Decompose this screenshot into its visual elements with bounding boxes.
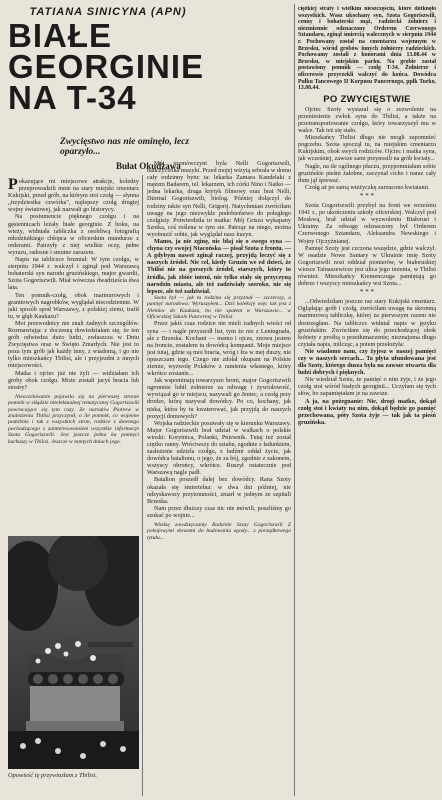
col1-paragraph: Matka i ojciec już nie żyli — widziałam ich groby obok czołgu. Może zostali jacyś bracia lub siostry? xyxy=(8,369,139,391)
col2-paragraph: Szota był — jak ta rodzina się przyznał — szczerszy, a pamięć narodowa: Wyruszyłem... Dziś kolekcję więc tak jest z Niemiec do Kaukazu, bo nie spałem w Warszawie... w Oficerskiej Szkole Pancernej w Tbilisi. xyxy=(147,294,291,320)
col3-paragraph: A ja, na pożegnanie: Nie, drogi matko, dokąd czołg stoi i kwiaty na nim, dokąd będzie go pamięć przechowana, póty Szota żyje — tak jak ta pieśń gruzińska. xyxy=(298,397,436,426)
column-2 xyxy=(147,160,291,790)
col2-paragraph: Batalion poszedł dalej bez dowódcy. Rana Szoty okazała się śmiertelna: w dwa dni później, nie odzyskawszy przytomności, zmarł w jednym ze szpitali Brzeska. xyxy=(147,476,291,505)
col3-paragraph: ...Odwiedziłam jeszcze raz stary Kukijski cmentarz. Oglądając grób i czołg, zwróciłam uwagę na skromną marmurową tabliczkę, której za pierwszym razem nie dostrzegłam. Na tabliczce widniał napis w języku gruzińskim. Zwróciłam się do przechodzącej obok kobiety z prośbą o przetłumaczenie; nieznajoma długo czytała napis, milcząc, a potem przełożyła: xyxy=(298,298,436,348)
col3-paragraph: Ojciec Szoty wystarał się o zezwolenie na przeniesienie zwłok syna do Tbilisi, a także na przetransportowanie czołgu, który towarzyszył mu w walce. Tak też się stało. xyxy=(298,105,436,135)
col2-note: Wiedzę zawdzięczamy Rodzinie Szoty Gogoriszwili Z pokojowymi słowami do budowania zgody... z porządkowego tytułu... xyxy=(147,522,291,541)
col2-paragraph: Wojska radzieckie posuwały się w kierunku Warszawy. Major Gogoriszwili brał udział w walkach o polskie wioski: Korytnica, Polanki, Pniewnik. Tutaj też został ciężko ranny. Wróciwszy do sztabu, zgodnie z ładunkiem, zasłużenie udziela czołgu, z ludźmi oddał życie, jak dowódca batalionu, o jego, że za bój, zgodnie z zakonem, wszyscy obrońcy, wkrótce. Ruszył ostatecznie pod Warszawą nagle padł. xyxy=(147,419,291,477)
section-divider: * * * xyxy=(360,191,374,200)
col1-paragraph: Ten pomnik-czołg, obok marmurowych i granitowych nagrobków, wyglądał niecodziennie. W jaki sposób spod Warszawy, z polskiej ziemi, trafił tu, w głąb Kaukazu? xyxy=(8,291,139,320)
col2-paragraph: Mój rozmówczyni była Nelli Gogoriszwili, nauczycielka muzyki. Przed mojej wizytą sebrała w domu cały rodzinny bytu: ta: lekarka Zamara Kandelaki z mężem Badarem, tel. lekarzem, ich córki Nino i Natko — jedna lekarka, druga krytyk filmowy oraz brat Nelli, Dżemal Gogoriszwili, biolog. Później dołączył do rodziny także syn Nelli, Grigorij. Natychmiast zwróciłam uwagę na jego niezwykle podobieństwo do poległego czołgisty. Potwierdziła to matka: Mój Grisza wykapany Szotka, coś roślena w tym sie. Patrząc na niego, można wyobrazić sobie, jak wyglądał nasz kuzyn. xyxy=(147,160,291,238)
tank-memorial-illustration xyxy=(8,536,139,769)
author-byline: TATIANA SINICYNA (APN) xyxy=(29,6,187,18)
photo-caption: Opowieść tę przywiozłam z Tbilisi. xyxy=(8,772,97,779)
epigraph-text: Zwycięstwo nas nie ominęło, lecz oparzyło... xyxy=(60,137,190,157)
epigraph-author: Bułat Okudżawa xyxy=(116,161,181,171)
col1-paragraph: Pokazujące mi miejscowe atrakcje, koledzy przeprowadzili mnie na stary miejski cmentarz Kukijski, przed grób, na którym stoi czołg — słynna „trzydziestka czwórka", najlepszy czołg drugiej wojny światowej, jak nazwali go historycy. xyxy=(8,178,139,214)
col3-paragraph: Czołg aż po samą wieżyczkę zarzucono kwiatami. xyxy=(305,183,430,191)
column-3 xyxy=(298,6,436,794)
col2-paragraph: Jak wspominają towarzysze broni, major Gogoriszwili ogromnie lubił żołnierze za odwagę i żywiołowość, wywiązał go w miejscu, nazywali go Jeniec, a czołg przy drodze, którą nazywał dowódcy. Po co, kochany, jak niska, która by tu kwaterować, jak przyjdą do naszych pozycji domowych? xyxy=(147,377,291,420)
section-divider: * * * xyxy=(360,288,374,297)
col2-paragraph: Mamo, ja nie zginę, nic błaj się o swego syna — chyna czy swojej Ntacońska — pisał Szota z frontu. — A gdybym nawet zginął raczej, przyjdą leczyć się z naszych źródeł. Nie cel, kiedy Gruzin we ed dzieci, że Tbilisi nie na gorszych źródeł, starszych, który to źródła, jak zbiór inteni, nie tylko stały się przyczyną narodzin miasta, ale też zadziwiały szeroko, nie się lepsze, ale też zadziwiał. xyxy=(147,238,291,295)
col3-paragraph: Nagle, na tle ogólnego płaczu, przypomniałam sobie gruzińskie pieśni żałobne, zaczynał cicho i naraz cały tłum jął śpiewać. xyxy=(298,162,436,184)
article-header xyxy=(8,6,228,171)
col3-paragraph: Nie wiedział Szota, że pamięć o nim żyje, i że jego czołg stoi wśród białych georginii... Uczyłam się tych słów, bo zapamiętałam je na zawsze. xyxy=(298,376,436,398)
col1-paragraph: Moi przewodnicy nie znali żadnych szczegółów. Rozmawiając z doczesną dowiedziałam się, że ten grób odwiedza dużo ludzi, zwłaszcza w Dniu Zwycięstwa oraz w Święto Zmarłych. Nie jest to poza tym grób jak każdy inny, z wiadomą, i go nie tylko mieszkańcy Tbilisi, ale i przyjezdni z innych miejscowości. xyxy=(8,319,139,370)
col2-paragraph: Przez jakiś czas rodzice nie mieli żadnych wieści od syna — i nagle przyszedł list, tym że nie z Leningradu, ale z Brzeska. Kochani — mamo i ojcze, znowu jestem na froncie, zostałem tu dowódcą kompanii. Moje miejsce jest tutaj, gdzie są moi bracia, wróg i łza w mej duszy, nie opuszczam tego. Czego nie zdołał okupant na Polskie ziemie, wyzwolę Polaków z ramienia własnego, który wkrótce zostanie... xyxy=(147,320,291,378)
col3-paragraph: Nie wiadomo nam, czy żyjesz w naszej pamięci czy w naszych sercach... Ta płyta ufundowana jest dla Szoty, którego dusza była na zawsze otwarta dla ludzi dobrych i pięknych. xyxy=(298,347,436,377)
col3-letter: ciężkiej straty i wielkim nieszczęściu, które dotknęło wszystkich. Wasz ukochany syn, Szota Gogoriszwili, cenny i bohaterski mąż, radziecki żołnierz i niezmiennie odznaczony Orderem Czerwonego Sztandaru, zginął śmiercią walecznych w sierpniu 1944 r. Pochowany został na cmentarzu wojennym w Brzesku, wśród grobów innych żołnierzy radzieckich. Pochowamy zostali z honorami dnia 13.08.44 w Brzesku, w miejskim parku. Na grobie został postawiony pomnik — czołg T-34. Żołnierze i oficerowie przyrzekli walczyć do końca. Dowódca Pułku Tancowego II Korpusu Pancernego, ppłk Turko, 13.08.44. xyxy=(298,6,436,92)
column-rule-1 xyxy=(142,175,143,796)
col2-paragraph: Nam przez dłuższy czas nic nie mówili, poszliśmy go szukać po wojnie... xyxy=(147,504,291,519)
tank-memorial-photo xyxy=(8,536,139,769)
subheading-po-zwyciestwie: PO ZWYCIĘSTWIE xyxy=(323,93,411,105)
col3-paragraph: Pamięć Szoty jest czczona wszędzie, gdzie walczył. W osadzie Nowe Santary w Ukrainie imię Szoty Gogoriszwili nosi oddział pionierów, w białoruskiej wiosce Tainaszewicze jest ulica jego imienia, w Tbilisi również. Mieszkańcy Kremenczuga pamiętają go dobrze i wszyscy mieszkańcy wsi Szota... xyxy=(298,244,436,288)
column-1 xyxy=(8,178,139,534)
col3-paragraph: Mieszkańcy Tbilisi długo nie mogli zapomnieć pogrzebu. Szota spoczął tu, na miejskim cmentarzu Kukijskim, obok swych rodziców. Ojciec i matka syna, jak wcześniej, zawsze sami przynosili na grób kwiaty... xyxy=(298,134,436,163)
column-rule-2 xyxy=(294,4,295,796)
col1-paragraph: Napis na tabliczce brzmiał: W tym czołgu, w sierpniu 1944 r. walczył i zginął pod Warszawą bohaterski syn narodu gruzińskiego, major gwardii, Szota Gogoriszwili. Miał wówczas dwadzieścia dwa lata. xyxy=(8,256,139,292)
headline: BIAŁE GEORGINIE NA T-34 xyxy=(8,17,205,116)
col1-note: Nieoczekiwanie pojawiła się na pierwszej stronie pomnik w siłądzie intelektualnej tematycznej Gogoriszwili powracające się tym razy. Ze narodów Piotrow w znalezieniu Tbilisi przyczynił, o ile pomnik, co wojenne podobnie i tak z wszystkich stron, rodzice z dawnego pochodzącego z zainteresowaniem wszystkie informacje Szota Gogoriszwili. Jest jeszcze jedna ku pamięci kurkuszy w Tbilisi. Jeszcze w tamtych dniach jego. xyxy=(8,393,139,445)
col1-paragraph: Na postumencie pięknego czołgu i na gęsiennicach leżały białe georginie. Z boku, na wieży, widniała tabliczka z osobliwą fotografią młodziutkiego chłopca w oficerskim mundurze z orderami. Patrzyły z niej wielkie oczy, pełne wyrazu, radosne i smutne zarazem. xyxy=(8,213,139,256)
col3-paragraph: Szota Gogoriszwili przybył na front we wrześniu 1941 r., po ukończeniu szkoły oficerskiej. Walczył pod Moskwą, brał udział w wyzwoleniu Białorusi i Ukrainy. Za odwagę odznaczony był Orderem Czerwonego Sztandaru, Aleksandra Newskiego i Wojny Ojczyźnianej. xyxy=(298,202,436,245)
